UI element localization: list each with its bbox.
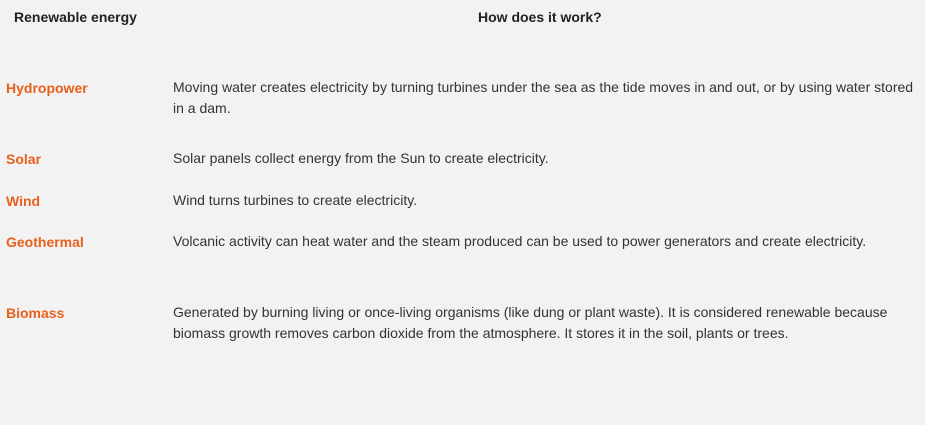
table-header (0, 0, 925, 34)
energy-description: Solar panels collect energy from the Sun to create electricity. (173, 150, 549, 166)
header-renewable-energy: Renewable energy (14, 9, 137, 25)
energy-description: Wind turns turbines to create electricity. (173, 192, 418, 208)
energy-name: Biomass (6, 305, 65, 321)
energy-description: Volcanic activity can heat water and the steam produced can be used to power generators and create electricity. (173, 233, 867, 249)
energy-description: Moving water creates electricity by turning turbines under the sea as the tide moves in and out, or by using water stored in a dam. (173, 79, 914, 116)
header-how-does-it-work: How does it work? (478, 9, 602, 25)
energy-name: Geothermal (6, 234, 84, 250)
energy-name: Solar (6, 151, 42, 167)
energy-name: Hydropower (6, 80, 88, 96)
energy-description: Generated by burning living or once-living organisms (like dung or plant waste). It is considered renewable because biomass growth removes carbon dioxide from the atmosphere. It stores it in the soil, plants or trees. (173, 304, 888, 341)
energy-name: Wind (6, 193, 41, 209)
